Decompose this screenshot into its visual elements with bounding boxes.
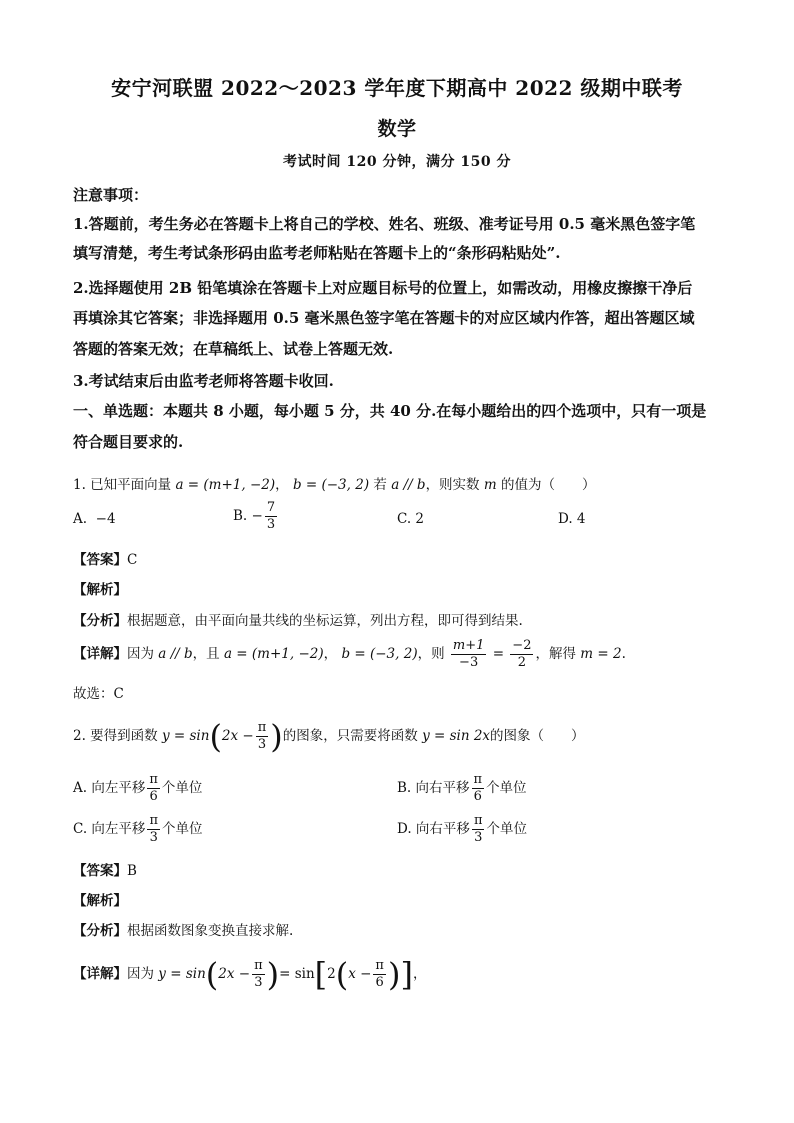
q1-detail: 【详解】因为 a // b，且 a = (m+1, −2)， b = (−3, 2)，则 $\frac{m+1}{-3}$ = $\frac{-2}{2}$ ，解得 m = 2.	[73, 638, 626, 670]
variable-m: m	[483, 477, 497, 493]
q2-answer: 【答案】B	[73, 863, 137, 879]
q1-option-d: D. 4	[558, 511, 586, 527]
note-1-line-1: 1.答题前，考生务必在答题卡上将自己的学校、姓名、班级、准考证号用 0.5 毫米黑色签字笔	[73, 215, 696, 233]
notes-heading: 注意事项：	[73, 186, 149, 204]
q1-conclusion: 故选：C	[73, 686, 124, 702]
q1-analysis-heading: 【解析】	[73, 582, 127, 598]
q2-option-b: B. 向右平移 $\frac{\pi}{6}$ 个单位	[397, 772, 527, 804]
section-1-line-1: 一、单选题：本题共 8 小题，每小题 5 分，共 40 分.在每小题给出的四个选项中，只有一项是	[73, 402, 707, 420]
q2-option-d: D. 向右平移 $\frac{\pi}{3}$ 个单位	[397, 813, 527, 845]
subject-title: 数学	[377, 118, 417, 140]
q2-analysis-heading: 【解析】	[73, 893, 127, 909]
q2-detail: 【详解】因为 y = sin(2x − $\frac{\pi}{3}$ )= sin[2(x − $\frac{\pi}{6}$ )]，	[73, 955, 427, 994]
note-2-line-1: 2.选择题使用 2B 铅笔填涂在答题卡上对应题目标号的位置上，如需改动，用橡皮擦擦干净后	[73, 279, 693, 297]
note-2-line-3: 答题的答案无效；在草稿纸上、试卷上答题无效.	[73, 340, 394, 358]
q2-fenxi: 【分析】根据函数图象变换直接求解.	[73, 923, 294, 939]
q2-option-c: C. 向左平移 $\frac{\pi}{3}$ 个单位	[73, 813, 203, 845]
note-2-line-2: 再填涂其它答案；非选择题用 0.5 毫米黑色签字笔在答题卡的对应区域内作答，超出答题区域	[73, 309, 695, 327]
exam-title: 安宁河联盟 2022～2023 学年度下期高中 2022 级期中联考	[111, 76, 683, 100]
q1-answer: 【答案】C	[73, 552, 138, 568]
q2-option-a: A. 向左平移 $\frac{\pi}{6}$ 个单位	[73, 772, 203, 804]
section-1-line-2: 符合题目要求的.	[73, 433, 184, 451]
vector-a-expr: a = (m+1, −2)	[175, 477, 276, 493]
note-1-line-2: 填写清楚，考生考试条形码由监考老师粘贴在答题卡上的“条形码粘贴处”.	[73, 244, 561, 262]
q1-fenxi: 【分析】根据题意，由平面向量共线的坐标运算，列出方程，即可得到结果.	[73, 613, 523, 629]
parallel-condition: a // b	[391, 477, 426, 493]
q1-option-c: C. 2	[397, 511, 425, 527]
note-3: 3.考试结束后由监考老师将答题卡收回.	[73, 372, 334, 390]
question-2-stem: 2. 要得到函数 y = sin(2x − $\frac{\pi}{3}$ )的图象，只需要将函数 y = sin 2x的图象（ ）	[73, 717, 585, 756]
q1-option-b: B. − $\frac{7}{3}$	[233, 500, 276, 532]
question-1-stem: 1. 已知平面向量 a = (m+1, −2)， b = (−3, 2) 若 a // b，则实数 m 的值为（ ）	[73, 477, 596, 493]
q1-option-a: A. −4	[73, 511, 116, 527]
vector-b-expr: b = (−3, 2)	[292, 477, 370, 493]
exam-info: 考试时间 120 分钟，满分 150 分	[283, 154, 511, 170]
